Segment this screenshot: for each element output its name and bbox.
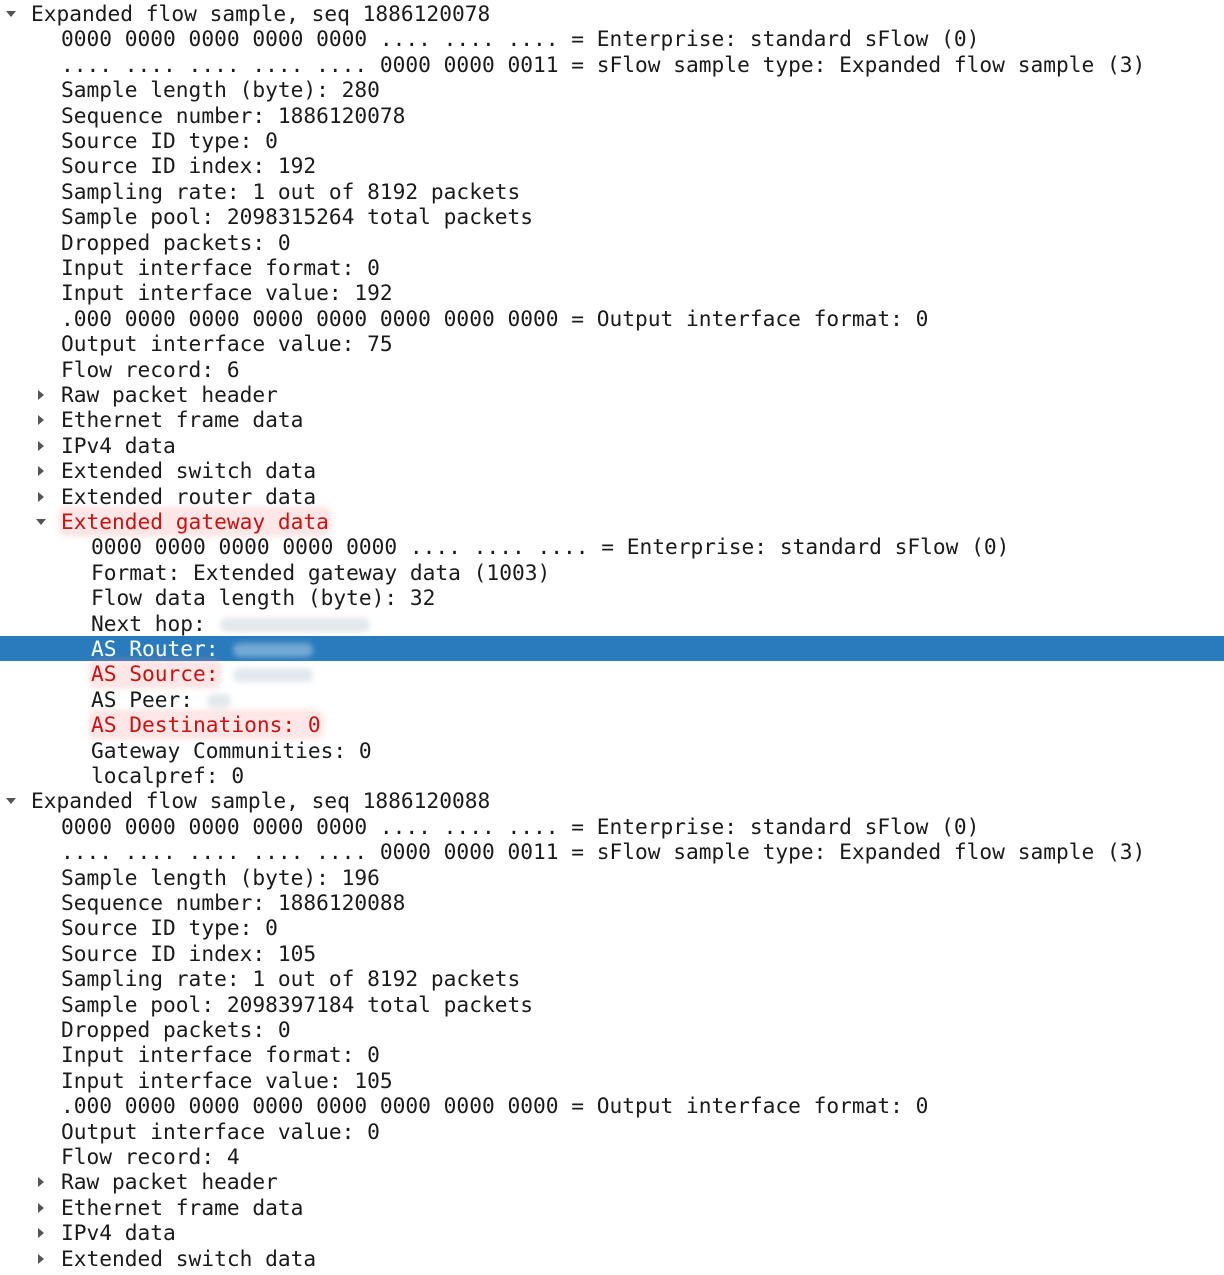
field-label: [61, 484, 316, 509]
field-text: 0000 0000 0000 0000 0000 .... .... .... = Enterprise: standard sFlow (0): [61, 26, 980, 52]
tree-field[interactable]: [0, 103, 1224, 128]
field-text: Dropped packets: 0: [61, 229, 291, 255]
field-label: [61, 890, 405, 915]
field-label: [31, 1, 490, 26]
field-label: [61, 1246, 316, 1271]
field-text: AS Destinations: 0: [91, 712, 321, 738]
field-label: [61, 1144, 240, 1169]
tree-field[interactable]: [0, 763, 1224, 788]
field-text: AS Router:: [91, 636, 219, 661]
field-text: .... .... .... .... .... 0000 0000 0011 = sFlow sample type: Expanded flow sample (3): [61, 839, 1146, 865]
field-text: Source ID index: 105: [61, 940, 317, 966]
field-text: Sample length (byte): 196: [61, 864, 380, 890]
tree-field[interactable]: [0, 1119, 1224, 1144]
expand-arrow-right-icon[interactable]: [36, 433, 48, 458]
field-label: [61, 306, 928, 331]
field-text: localpref: 0: [91, 763, 245, 788]
expand-arrow-right-icon[interactable]: [36, 1195, 48, 1220]
field-text: Dropped packets: 0: [61, 1017, 291, 1042]
field-label: [91, 687, 231, 712]
field-text: Output interface value: 75: [61, 331, 393, 357]
field-label: [91, 661, 313, 686]
field-label: [91, 738, 372, 763]
field-text: Input interface format: 0: [61, 255, 380, 280]
tree-field[interactable]: [0, 306, 1224, 331]
field-label: [61, 230, 291, 255]
expand-arrow-down-icon[interactable]: [36, 509, 48, 534]
tree-field[interactable]: [0, 560, 1224, 585]
field-text: Expanded flow sample, seq 1886120088: [31, 788, 491, 814]
field-label: [61, 103, 405, 128]
field-text: Input interface format: 0: [61, 1042, 380, 1068]
field-text: 0000 0000 0000 0000 0000 .... .... .... = Enterprise: standard sFlow (0): [91, 534, 1010, 560]
field-text: AS Source:: [91, 661, 219, 687]
field-text: Sample pool: 2098315264 total packets: [61, 204, 533, 230]
field-text: AS Peer:: [91, 686, 194, 712]
field-label: [61, 1068, 393, 1093]
field-label: [61, 331, 393, 356]
field-label: [31, 788, 490, 813]
field-label: [61, 52, 1145, 77]
field-text: .000 0000 0000 0000 0000 0000 0000 0000 = Output interface format: 0: [61, 1093, 929, 1119]
field-text: 0000 0000 0000 0000 0000 .... .... .... = Enterprise: standard sFlow (0): [61, 813, 980, 839]
field-text: Extended switch data: [61, 1245, 317, 1271]
field-label: [61, 1042, 380, 1067]
field-text: Sequence number: 1886120078: [61, 102, 406, 128]
field-label: [91, 636, 313, 661]
redacted-value: [207, 694, 231, 708]
tree-field[interactable]: [0, 966, 1224, 991]
field-label: [61, 1017, 291, 1042]
field-label: [61, 1093, 928, 1118]
expand-arrow-right-icon[interactable]: [36, 484, 48, 509]
tree-field[interactable]: [0, 153, 1224, 178]
field-label: [61, 433, 176, 458]
tree-field[interactable]: [0, 915, 1224, 940]
field-text: Ethernet frame data: [61, 407, 304, 433]
tree-field[interactable]: [0, 839, 1224, 864]
tree-field[interactable]: [0, 1144, 1224, 1169]
field-label: [61, 128, 278, 153]
field-label: [61, 1169, 278, 1194]
field-text: IPv4 data: [61, 1220, 176, 1246]
field-text: Format: Extended gateway data (1003): [91, 559, 551, 585]
tree-field[interactable]: [0, 865, 1224, 890]
field-label: [61, 839, 1145, 864]
tree-node[interactable]: [0, 484, 1224, 509]
field-label: [61, 26, 979, 51]
redacted-value: [233, 668, 313, 682]
tree-field[interactable]: [0, 585, 1224, 610]
field-text: Flow record: 6: [61, 356, 240, 382]
field-label: [61, 458, 316, 483]
tree-field[interactable]: [0, 230, 1224, 255]
field-text: IPv4 data: [61, 432, 176, 458]
field-label: [61, 255, 380, 280]
expand-arrow-right-icon[interactable]: [36, 382, 48, 407]
tree-field[interactable]: [0, 280, 1224, 305]
field-text: Sampling rate: 1 out of 8192 packets: [61, 966, 521, 992]
field-label: [61, 1119, 380, 1144]
field-text: Input interface value: 105: [61, 1067, 393, 1093]
expand-arrow-down-icon[interactable]: [6, 788, 18, 813]
field-text: Flow data length (byte): 32: [91, 585, 436, 611]
expand-arrow-right-icon[interactable]: [36, 1169, 48, 1194]
tree-field[interactable]: [0, 890, 1224, 915]
field-label: [61, 1220, 176, 1245]
field-text: Ethernet frame data: [61, 1194, 304, 1220]
tree-field[interactable]: [0, 687, 1224, 712]
field-label: [61, 280, 393, 305]
field-label: [61, 1195, 303, 1220]
redacted-value: [233, 643, 313, 657]
expand-arrow-right-icon[interactable]: [36, 1246, 48, 1271]
field-label: [61, 915, 278, 940]
field-label: [91, 763, 244, 788]
field-label: [61, 179, 520, 204]
expand-arrow-right-icon[interactable]: [36, 1220, 48, 1245]
field-text: .... .... .... .... .... 0000 0000 0011 = sFlow sample type: Expanded flow sample (3): [61, 51, 1146, 77]
tree-node[interactable]: [0, 1246, 1224, 1271]
tree-field[interactable]: [0, 128, 1224, 153]
field-label: [91, 560, 550, 585]
field-text: Next hop:: [91, 610, 206, 636]
tree-node[interactable]: [0, 1, 1224, 26]
tree-field[interactable]: [0, 1017, 1224, 1042]
tree-field[interactable]: [0, 941, 1224, 966]
expand-arrow-right-icon[interactable]: [36, 458, 48, 483]
field-text: Raw packet header: [61, 1169, 278, 1195]
field-label: [61, 865, 380, 890]
tree-field[interactable]: [0, 179, 1224, 204]
tree-node[interactable]: [0, 788, 1224, 813]
field-label: [61, 407, 303, 432]
field-text: Output interface value: 0: [61, 1118, 380, 1144]
field-label: [61, 992, 533, 1017]
field-label: [61, 941, 316, 966]
field-label: [61, 509, 329, 534]
field-text: Gateway Communities: 0: [91, 737, 372, 763]
tree-field[interactable]: [0, 1068, 1224, 1093]
tree-field[interactable]: [0, 331, 1224, 356]
tree-field[interactable]: [0, 77, 1224, 102]
tree-field[interactable]: [0, 1093, 1224, 1118]
tree-node[interactable]: [0, 382, 1224, 407]
field-text: Source ID type: 0: [61, 128, 278, 153]
field-text: Extended switch data: [61, 458, 317, 484]
tree-field[interactable]: [0, 636, 1224, 661]
field-label: [61, 357, 240, 382]
expand-arrow-down-icon[interactable]: [6, 1, 18, 26]
field-text: Source ID index: 192: [61, 153, 317, 179]
tree-field[interactable]: [0, 26, 1224, 51]
field-text: Sampling rate: 1 out of 8192 packets: [61, 178, 521, 204]
tree-node[interactable]: [0, 1169, 1224, 1194]
field-label: [61, 382, 278, 407]
field-text: Extended router data: [61, 483, 317, 509]
field-text: Flow record: 4: [61, 1144, 240, 1169]
tree-node[interactable]: [0, 458, 1224, 483]
tree-field[interactable]: [0, 52, 1224, 77]
field-label: [91, 712, 321, 737]
tree-node[interactable]: [0, 407, 1224, 432]
field-label: [91, 611, 370, 636]
field-label: [61, 153, 316, 178]
field-text: Sequence number: 1886120088: [61, 890, 406, 915]
field-label: [91, 534, 1009, 559]
tree-node[interactable]: [0, 509, 1224, 534]
field-text: .000 0000 0000 0000 0000 0000 0000 0000 = Output interface format: 0: [61, 305, 929, 331]
tree-field[interactable]: [0, 534, 1224, 559]
field-label: [91, 585, 435, 610]
field-text: Sample pool: 2098397184 total packets: [61, 991, 533, 1017]
field-label: [61, 966, 520, 991]
tree-field[interactable]: [0, 814, 1224, 839]
field-text: Expanded flow sample, seq 1886120078: [31, 1, 491, 26]
redacted-value: [220, 618, 370, 632]
tree-node[interactable]: [0, 1195, 1224, 1220]
field-label: [61, 77, 380, 102]
expand-arrow-right-icon[interactable]: [36, 407, 48, 432]
tree-field[interactable]: [0, 255, 1224, 280]
field-label: [61, 814, 979, 839]
tree-field[interactable]: [0, 661, 1224, 686]
tree-node[interactable]: [0, 433, 1224, 458]
tree-field[interactable]: [0, 204, 1224, 229]
tree-field[interactable]: [0, 992, 1224, 1017]
field-text: Source ID type: 0: [61, 915, 278, 941]
tree-field[interactable]: [0, 611, 1224, 636]
field-text: Sample length (byte): 280: [61, 77, 380, 103]
field-label: [61, 204, 533, 229]
tree-field[interactable]: [0, 1042, 1224, 1067]
tree-field[interactable]: [0, 738, 1224, 763]
field-text: Input interface value: 192: [61, 280, 393, 306]
tree-field[interactable]: [0, 712, 1224, 737]
tree-field[interactable]: [0, 357, 1224, 382]
tree-node[interactable]: [0, 1220, 1224, 1245]
field-text: Extended gateway data: [61, 509, 329, 534]
field-text: Raw packet header: [61, 382, 278, 407]
